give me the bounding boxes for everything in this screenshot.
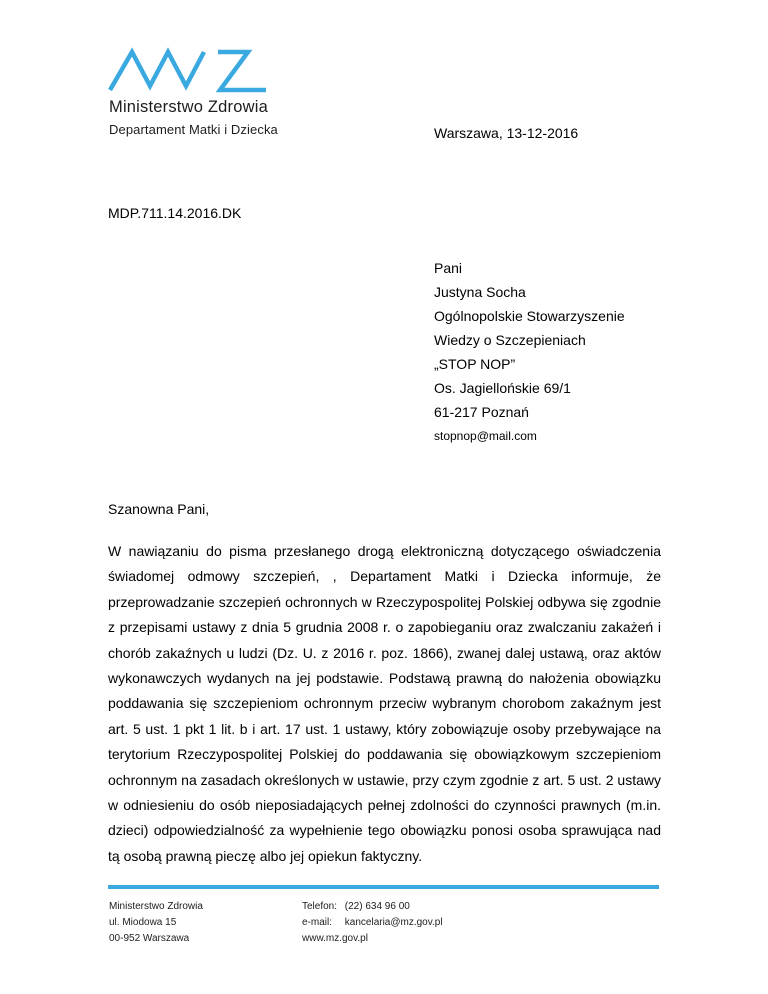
addressee-title: Pani (434, 260, 463, 276)
reference-number: MDP.711.14.2016.DK (108, 205, 242, 221)
footer-email-label: e-mail: (302, 917, 333, 928)
addressee-org-line: „STOP NOP” (434, 356, 516, 372)
mz-logo-icon (108, 46, 276, 98)
letter-date: Warszawa, 13-12-2016 (434, 125, 579, 141)
footer-city: 00-952 Warszawa (109, 933, 190, 944)
addressee-org-line: Ogólnopolskie Stowarzyszenie (434, 308, 625, 324)
footer-phone: (22) 634 96 00 (344, 901, 410, 912)
addressee-email: stopnop@mail.com (434, 429, 537, 443)
addressee-name: Justyna Socha (434, 284, 526, 300)
footer-org: Ministerstwo Zdrowia (109, 901, 203, 912)
footer-address (109, 899, 203, 947)
footer-contact (302, 899, 443, 947)
footer-divider (108, 885, 659, 889)
ministry-logo (108, 46, 276, 98)
footer-street: ul. Miodowa 15 (109, 917, 177, 928)
letter-body: W nawiązaniu do pisma przesłanego drogą elektroniczną dotyczącego oświadczenia świadomej odmowy szczepień, , Departament Matki i Dziecka informuje, że przeprowadzanie szczepień ochronnych w Rzeczypospolitej Polskiej odbywa się zgodnie z przepisami ustawy z dnia 5 grudnia 2008 r. o zapobieganiu oraz zwalczaniu zakażeń i chorób zakaźnych u ludzi (Dz. U. z 2016 r. poz. 1866), zwanej dalej ustawą, oraz aktów wykonawczych wydanych na jej podstawie. Podstawą prawną do nałożenia obowiązku poddawania się szczepieniom ochronnym przeciw wybranym chorobom zakaźnym jest art. 5 ust. 1 pkt 1 lit. b i art. 17 ust. 1 ustawy, który zobowiązuje osoby przebywające na terytorium Rzeczypospolitej Polskiej do poddawania się obowiązkowym szczepieniom ochronnym na zasadach określonych w ustawie, przy czym zgodnie z art. 5 ust. 2 ustawy w odniesieniu do osób nieposiadających pełnej zdolności do czynności prawnych (m.in. dzieci) odpowiedzialność za wypełnienie tego obowiązku ponosi osoba sprawująca nad tą osobą prawną pieczę albo jej opiekun faktyczny. (108, 543, 661, 864)
salutation: Szanowna Pani, (108, 501, 210, 517)
addressee-org-line: Wiedzy o Szczepieniach (434, 332, 586, 348)
department-name: Departament Matki i Dziecka (109, 122, 278, 137)
ministry-name: Ministerstwo Zdrowia (109, 98, 268, 116)
footer-website-link[interactable]: www.mz.gov.pl (302, 933, 368, 944)
footer-phone-label: Telefon: (302, 901, 338, 912)
addressee-street: Os. Jagiellońskie 69/1 (434, 380, 571, 396)
addressee-city: 61-217 Poznań (434, 404, 529, 420)
addressee-block (434, 256, 625, 448)
footer-email-link[interactable]: kancelaria@mz.gov.pl (344, 917, 443, 928)
